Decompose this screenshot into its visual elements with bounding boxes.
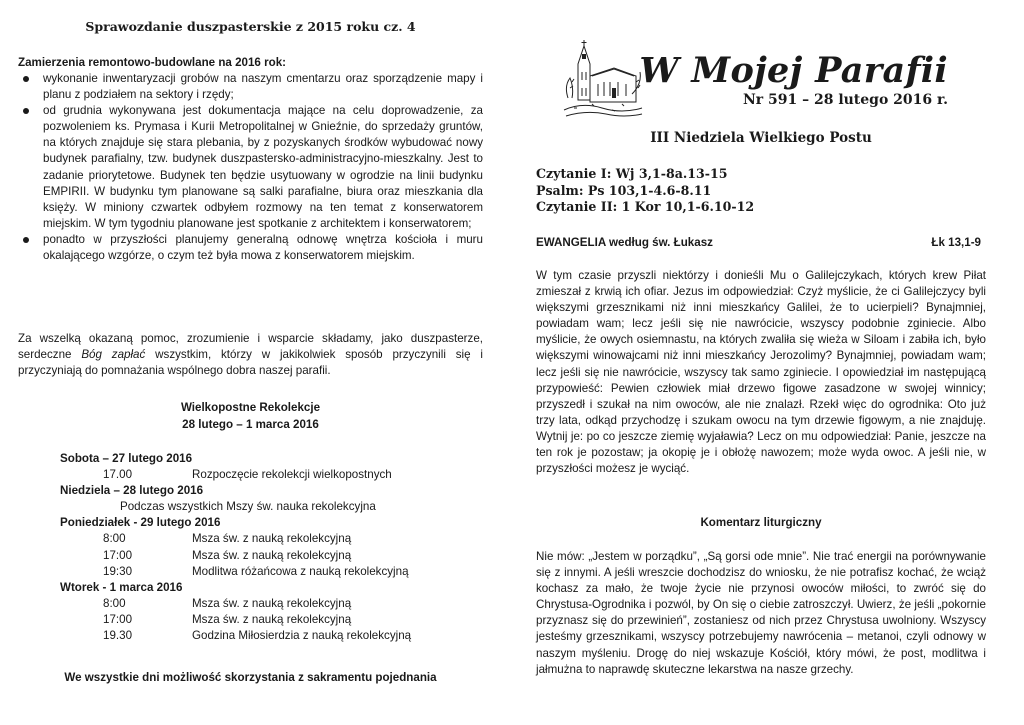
schedule-entry xyxy=(60,531,480,547)
commentary-text: Nie mów: „Jestem w porządku”, „Są gorsi ode mnie”. Nie trać energii na porównywanie się z innymi. A jeśli wreszcie dochodzisz do wniosku, że nie potrafisz kochać, że wciąż kochasz za mało, że twoje życie nie przynosi owoców miłości, to zwróć się do Chrystusa-Ogrodnika i pozwól, by On się o ciebie zatroszczył. Uwierz, że jeśli „pokornie przyznasz się do przewinień”, zostaniesz od nich przez Chrystusa uwolniony. Wszyscy jesteśmy grzesznikami, wszyscy potrzebujemy nawrócenia – metanoi, czyli odnowy w naszym myśleniu. Drogę do niej wskazuje Kościół, który mówi, że post, modlitwa i jałmużna to naprawdę skuteczne lekarstwa na nasze grzechy. xyxy=(536,550,986,676)
renovation-heading: Zamierzenia remontowo-budowlane na 2016 rok: xyxy=(18,56,287,69)
schedule-note xyxy=(60,499,480,515)
newsletter-title: W Mojej Parafii xyxy=(639,50,948,91)
schedule-entry xyxy=(60,467,480,483)
retreat-schedule xyxy=(60,451,480,644)
gospel-header xyxy=(536,236,981,249)
gospel-text: W tym czasie przyszli niektórzy i donieśli Mu o Galilejczykach, których krew Piłat zmieszał z krwią ich ofiar. Jezus im odpowiedział: Czyż myślicie, że ci Galilejczycy byli większymi grzesznikami niż inni mieszkańcy Galilei, że to ucierpieli? Bynajmniej, powiadam wam; lecz jeśli się nie nawrócicie, wszyscy podobnie zginiecie. Albo myślicie, że owych osiemnastu, na których zwaliła się wieża w Siloam i zabiła ich, było większymi winowajcami niż inni mieszkańcy Jerozolimy? Bynajmniej, powiadam wam; lecz jeśli się nie nawrócicie, wszyscy tak samo zginiecie. I opowiedział im następującą przypowieść: Pewien człowiek miał drzewo figowe zasadzone w swojej winnicy; przyszedł i szukał na nim owoców, ale nie znalazł. Rzekł więc do ogrodnika: Oto już trzy lata, odkąd przychodzę i szukam owocu na tym drzewie figowym, a nie znajduję. Wytnij je: po co jeszcze ziemię wyjaławia? Lecz on mu odpowiedział: Panie, jeszcze na ten rok je pozostaw; ja okopię je i obłożę nawozem; może wyda owoc. A jeśli nie, w przyszłości możesz je wyciąć. xyxy=(536,269,986,476)
schedule-entry xyxy=(60,564,480,580)
schedule-description: Modlitwa różańcowa z nauką rekolekcyjną xyxy=(192,564,409,578)
schedule-description: Msza św. z nauką rekolekcyjną xyxy=(192,612,352,626)
confession-note: We wszystkie dni możliwość skorzystania z sakramentu pojednania xyxy=(64,671,437,684)
retreat-heading xyxy=(18,400,483,433)
gospel-reference: Łk 13,1-9 xyxy=(931,236,981,249)
issue-number: Nr 591 – 28 lutego 2016 r. xyxy=(742,92,948,108)
schedule-time: 17:00 xyxy=(103,548,133,562)
gospel-label: EWANGELIA według św. Łukasz xyxy=(536,236,713,249)
schedule-time: 8:00 xyxy=(103,596,126,610)
schedule-description: Rozpoczęcie rekolekcji wielkopostnych xyxy=(192,468,392,482)
list-item: ponadto w przyszłości planujemy generalną odnowę wnętrza kościoła i muru okalającego wzgórze, o czym też była mowa z konserwatorem miejskim. xyxy=(18,232,483,264)
schedule-time: 19.30 xyxy=(103,629,133,643)
report-title: Sprawozdanie duszpasterskie z 2015 roku cz. 4 xyxy=(85,19,416,34)
list-item: od grudnia wykonywana jest dokumentacja mające na celu doprowadzenie, za pozwoleniem ks. Prymasa i Kurii Metropolitalnej w Gnieźnie, do sprzedaży gruntów, na których znajduje się stara plebania, by z pozyskanych środków wybudować nowy budynek parafialny, tzw. budynek duszpastersko-administracyjno-mieszkalny. Jest to zadanie priorytetowe. Budynek ten będzie usytuowany w ogrodzie na linii budynku EMPIRII. W budynku tym planowane są salki parafialne, biura oraz mieszkania dla księży. W miniony czwartek odbyłem rozmowy na ten temat z konserwatorem miejskim. W tym tygodniu planowane jest spotkanie z architektem i konserwatorem; xyxy=(18,103,483,232)
commentary-title: Komentarz liturgiczny xyxy=(700,516,822,529)
schedule-entry xyxy=(60,596,480,612)
renovation-list xyxy=(18,71,483,264)
thanks-paragraph: Za wszelką okazaną pomoc, zrozumienie i wsparcie składamy, jako duszpasterze, serdeczne Bóg zapłać wszystkim, którzy w jakikolwiek sposób przyczynili się i przyczyniają do pomnażania wspólnego dobra naszej parafii. xyxy=(18,332,483,378)
liturgical-sunday: III Niedziela Wielkiego Postu xyxy=(650,130,872,146)
schedule-description: Godzina Miłosierdzia z nauką rekolekcyjną xyxy=(192,629,412,643)
retreat-title: Wielkopostne Rekolekcje xyxy=(180,401,321,414)
schedule-entry xyxy=(60,628,480,644)
schedule-time: 19:30 xyxy=(103,564,133,578)
schedule-day: Poniedziałek - 29 lutego 2016 xyxy=(60,516,221,530)
schedule-time: 17:00 xyxy=(103,612,133,626)
schedule-time: 8:00 xyxy=(103,532,126,546)
reading-2: Czytanie II: 1 Kor 10,1-6.10-12 xyxy=(536,199,755,214)
schedule-entry xyxy=(60,612,480,628)
list-item: wykonanie inwentaryzacji grobów na naszym cmentarzu oraz sporządzenie mapy i planu z podziałem na sektory i rzędy; xyxy=(18,71,483,103)
schedule-time: 17.00 xyxy=(103,468,133,482)
schedule-day: Wtorek - 1 marca 2016 xyxy=(60,580,183,594)
schedule-entry xyxy=(60,548,480,564)
schedule-note-text: Podczas wszystkich Mszy św. nauka rekolekcyjna xyxy=(120,500,376,514)
bullet-icon xyxy=(23,76,29,82)
schedule-description: Msza św. z nauką rekolekcyjną xyxy=(192,548,352,562)
readings-list xyxy=(536,166,754,216)
bullet-icon xyxy=(23,108,29,114)
schedule-day: Niedziela – 28 lutego 2016 xyxy=(60,484,204,498)
schedule-description: Msza św. z nauką rekolekcyjną xyxy=(192,596,352,610)
thanks-phrase: Bóg zapłać xyxy=(81,348,146,362)
schedule-description: Msza św. z nauką rekolekcyjną xyxy=(192,532,352,546)
schedule-day: Sobota – 27 lutego 2016 xyxy=(60,452,193,465)
reading-1: Czytanie I: Wj 3,1-8a.13-15 xyxy=(536,166,728,181)
reading-psalm: Psalm: Ps 103,1-4.6-8.11 xyxy=(536,182,712,198)
retreat-dates: 28 lutego – 1 marca 2016 xyxy=(182,417,319,431)
bullet-icon xyxy=(23,237,29,243)
